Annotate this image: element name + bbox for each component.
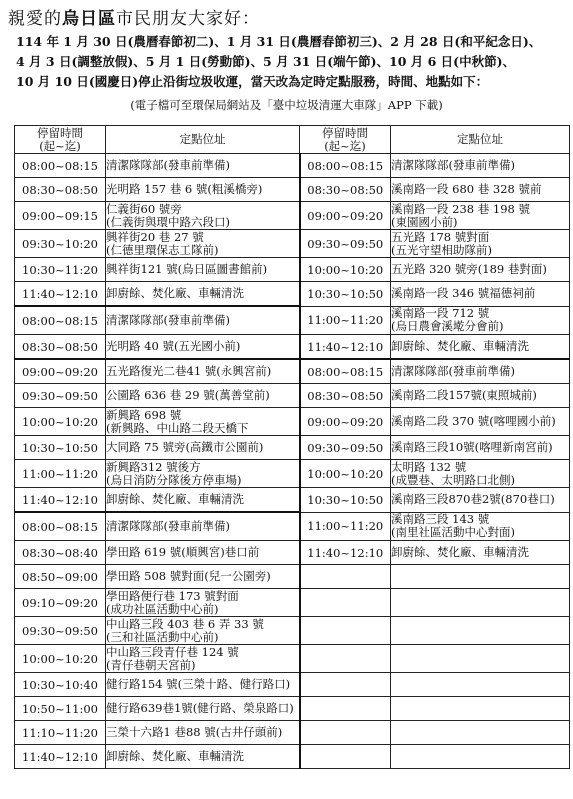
- left-time-cell: 11:40~12:10: [15, 282, 106, 307]
- left-location-cell: [106, 565, 300, 589]
- right-location-cell: [391, 282, 570, 307]
- left-time-cell: 11:00~11:20: [15, 460, 106, 488]
- left-location-cell: [106, 541, 300, 565]
- right-time-cell: 09:00~09:20: [300, 202, 391, 230]
- right-time-cell: 09:30~09:50: [300, 230, 391, 258]
- location-line: (仁義街與環中路六段口): [106, 214, 230, 229]
- right-time-cell: 10:30~10:50: [300, 488, 391, 513]
- left-time-cell: 10:00~10:20: [15, 645, 106, 673]
- left-time-cell: 10:50~11:00: [15, 697, 106, 721]
- left-time-cell: 08:30~08:50: [15, 178, 106, 202]
- right-location-cell: [391, 673, 570, 697]
- schedule-table: [14, 125, 570, 769]
- left-time-cell: 09:10~09:20: [15, 589, 106, 617]
- left-location-cell: [106, 721, 300, 745]
- right-time-cell: 09:00~09:20: [300, 408, 391, 436]
- notice-line: 114 年 1 月 30 日(農曆春節初二)、1 月 31 日(農曆春節初三)、2 月 28 日(和平紀念日)、: [16, 34, 542, 49]
- table-row: [15, 359, 570, 384]
- location-line: (烏日農會溪墘分會前): [391, 319, 504, 334]
- header-location-left: 定點位址: [106, 126, 300, 154]
- table-row: [15, 589, 570, 617]
- location-line: 溪南路三段10號(喀哩新南宮前): [391, 440, 553, 454]
- left-location-cell: [106, 408, 300, 436]
- location-line: 清潔隊隊部(發車前準備): [391, 364, 515, 378]
- location-line: 光明路 157 巷 6 號(粗溪橋旁): [106, 182, 263, 196]
- left-time-cell: 11:10~11:20: [15, 721, 106, 745]
- table-row: [15, 154, 570, 178]
- table-row: [15, 512, 570, 541]
- right-location-cell: [391, 589, 570, 617]
- right-location-cell: [391, 230, 570, 258]
- header-time-range: (起~迄): [324, 138, 366, 153]
- location-line: 卸廚餘、焚化廠、車輛清洗: [391, 545, 529, 559]
- location-line: 五光路 320 號旁(189 巷對面): [391, 262, 547, 276]
- left-time-cell: 08:30~08:40: [15, 541, 106, 565]
- right-time-cell: [300, 673, 391, 697]
- left-location-cell: [106, 589, 300, 617]
- right-time-cell: 08:00~08:15: [300, 154, 391, 178]
- right-location-cell: [391, 359, 570, 384]
- holiday-notice: [16, 32, 568, 92]
- location-line: 新興路 698 號: [106, 407, 182, 422]
- location-line: 新興路312 號後方: [106, 459, 201, 474]
- right-time-cell: [300, 745, 391, 769]
- location-line: 學田路 508 號對面(兒一公園旁): [106, 569, 271, 583]
- left-time-cell: 10:30~11:20: [15, 258, 106, 282]
- table-row: [15, 408, 570, 436]
- right-time-cell: 10:30~10:50: [300, 282, 391, 307]
- left-location-cell: [106, 384, 300, 408]
- location-line: 溪南路一段 238 巷 198 號: [391, 201, 531, 216]
- left-location-cell: [106, 488, 300, 513]
- table-row: [15, 202, 570, 230]
- notice-line: 10 月 10 日(國慶日)停止沿街垃圾收運，當天改為定時定點服務，時間、地點如下：: [16, 74, 489, 89]
- left-time-cell: 09:30~09:50: [15, 617, 106, 645]
- right-location-cell: [391, 512, 570, 541]
- location-line: 中山路三段 403 巷 6 弄 33 號: [106, 616, 264, 631]
- table-row: [15, 488, 570, 513]
- location-line: 興祥街20 巷 27 號: [106, 229, 204, 244]
- table-row: [15, 282, 570, 307]
- location-line: 太明路 132 號: [391, 459, 467, 474]
- location-line: (南里社區活動中心對面): [391, 525, 515, 540]
- notice-line: 4 月 3 日(調整放假)、5 月 1 日(勞動節)、5 月 31 日(端午節)、10 月 6 日(中秋節)、: [16, 54, 516, 69]
- greeting-district: 烏日區: [62, 9, 116, 29]
- left-location-cell: [106, 617, 300, 645]
- left-time-cell: 09:00~09:15: [15, 202, 106, 230]
- table-row: [15, 230, 570, 258]
- table-row: [15, 745, 570, 769]
- location-line: 仁義街60 號旁: [106, 201, 182, 216]
- left-location-cell: [106, 306, 300, 335]
- left-location-cell: [106, 335, 300, 360]
- location-line: 溪南路一段 346 號福德祠前: [391, 286, 536, 301]
- left-time-cell: 10:00~10:20: [15, 408, 106, 436]
- right-time-cell: 08:30~08:50: [300, 178, 391, 202]
- right-time-cell: [300, 617, 391, 645]
- header-time-label: 停留時間: [322, 125, 368, 140]
- location-line: 健行路154 號(三榮十路、健行路口): [106, 677, 291, 691]
- location-line: 五光路 178 號對面: [391, 229, 490, 244]
- location-line: (五光守望相助隊前): [391, 242, 492, 257]
- right-location-cell: [391, 154, 570, 178]
- table-row: [15, 335, 570, 360]
- right-time-cell: 09:30~09:50: [300, 436, 391, 460]
- right-time-cell: 08:30~08:50: [300, 384, 391, 408]
- right-location-cell: [391, 306, 570, 335]
- left-time-cell: 10:30~10:40: [15, 673, 106, 697]
- left-time-cell: 09:00~09:20: [15, 359, 106, 384]
- header-time-left: [15, 126, 106, 154]
- location-line: (新興路、中山路二段天橋下: [106, 420, 249, 435]
- left-time-cell: 09:30~10:20: [15, 230, 106, 258]
- right-time-cell: 11:40~12:10: [300, 541, 391, 565]
- left-time-cell: 08:00~08:15: [15, 154, 106, 178]
- right-time-cell: 10:00~10:20: [300, 258, 391, 282]
- right-location-cell: [391, 541, 570, 565]
- left-location-cell: [106, 282, 300, 307]
- left-location-cell: [106, 697, 300, 721]
- location-line: (烏日消防分隊後方停車場): [106, 472, 242, 487]
- left-location-cell: [106, 460, 300, 488]
- location-line: (三和社區活動中心前): [106, 629, 219, 644]
- right-location-cell: [391, 460, 570, 488]
- location-line: 溪南路二段157號(東照城前): [391, 388, 537, 402]
- schedule-rows: [15, 154, 570, 769]
- right-location-cell: [391, 645, 570, 673]
- location-line: 卸廚餘、焚化廠、車輛清洗: [106, 492, 244, 506]
- right-location-cell: [391, 721, 570, 745]
- left-location-cell: [106, 258, 300, 282]
- left-location-cell: [106, 512, 300, 541]
- table-row: [15, 565, 570, 589]
- right-location-cell: [391, 408, 570, 436]
- right-time-cell: [300, 589, 391, 617]
- right-location-cell: [391, 436, 570, 460]
- left-location-cell: [106, 202, 300, 230]
- location-line: 興祥街121 號(烏日區圖書館前): [106, 262, 268, 276]
- left-location-cell: [106, 359, 300, 384]
- left-time-cell: 11:40~12:10: [15, 488, 106, 513]
- download-note: (電子檔可至環保局網站及「臺中垃圾清運大車隊」APP 下載): [130, 98, 443, 112]
- left-location-cell: [106, 745, 300, 769]
- table-row: [15, 384, 570, 408]
- header-time-label: 停留時間: [37, 125, 83, 140]
- location-line: 學田路 619 號(順興宮)巷口前: [106, 545, 260, 559]
- location-line: (仁德里環保志工隊前): [106, 242, 219, 257]
- location-line: 健行路639巷1號(健行路、榮泉路口): [106, 701, 294, 715]
- right-time-cell: 11:00~11:20: [300, 512, 391, 541]
- right-time-cell: [300, 645, 391, 673]
- table-row: [15, 460, 570, 488]
- location-line: (成豐巷、太明路口北側): [391, 472, 515, 487]
- left-time-cell: 08:00~08:15: [15, 512, 106, 541]
- right-location-cell: [391, 202, 570, 230]
- location-line: 三榮十六路1 巷88 號(古井仔頭前): [106, 725, 283, 739]
- left-location-cell: [106, 178, 300, 202]
- table-row: [15, 436, 570, 460]
- left-time-cell: 08:50~09:00: [15, 565, 106, 589]
- location-line: 中山路三段青仔巷 124 號: [106, 644, 239, 659]
- location-line: 溪南路一段 680 巷 328 號前: [391, 182, 542, 196]
- right-time-cell: 11:40~12:10: [300, 335, 391, 360]
- right-location-cell: [391, 258, 570, 282]
- greeting-prefix: 親愛的: [8, 9, 62, 29]
- left-time-cell: 08:30~08:50: [15, 335, 106, 360]
- table-row: [15, 721, 570, 745]
- right-location-cell: [391, 488, 570, 513]
- left-time-cell: 08:00~08:15: [15, 306, 106, 335]
- table-row: [15, 178, 570, 202]
- location-line: 溪南路二段 370 號(喀哩國小前): [391, 414, 556, 428]
- right-time-cell: [300, 565, 391, 589]
- greeting-suffix: 市民朋友大家好：: [116, 9, 260, 29]
- location-line: 公園路 636 巷 29 號(萬善堂前): [106, 388, 270, 402]
- location-line: 清潔隊隊部(發車前準備): [106, 313, 230, 327]
- table-row: [15, 697, 570, 721]
- greeting: [8, 4, 260, 29]
- right-location-cell: [391, 745, 570, 769]
- right-time-cell: 11:00~11:20: [300, 306, 391, 335]
- right-location-cell: [391, 335, 570, 360]
- right-time-cell: [300, 697, 391, 721]
- left-location-cell: [106, 645, 300, 673]
- right-time-cell: 08:00~08:15: [300, 359, 391, 384]
- header-location-right: 定點位址: [391, 126, 570, 154]
- left-location-cell: [106, 230, 300, 258]
- left-time-cell: 11:40~12:10: [15, 745, 106, 769]
- table-row: [15, 541, 570, 565]
- left-location-cell: [106, 154, 300, 178]
- right-time-cell: [300, 721, 391, 745]
- location-line: 溪南路一段 712 號: [391, 306, 490, 321]
- left-location-cell: [106, 673, 300, 697]
- table-row: [15, 306, 570, 335]
- table-row: [15, 673, 570, 697]
- location-line: 卸廚餘、焚化廠、車輛清洗: [391, 339, 529, 353]
- location-line: 清潔隊隊部(發車前準備): [106, 158, 230, 172]
- location-line: 五光路復光二巷41 號(永興宮前): [106, 364, 272, 378]
- location-line: 溪南路三段 143 號: [391, 512, 490, 527]
- table-row: [15, 258, 570, 282]
- location-line: 大同路 75 號旁(高鐵市公園前): [106, 440, 264, 454]
- header-time-range: (起~迄): [39, 138, 81, 153]
- location-line: 光明路 40 號(五光國小前): [106, 339, 241, 353]
- location-line: 溪南路三段870巷2號(870巷口): [391, 492, 555, 507]
- header-time-right: [300, 126, 391, 154]
- right-location-cell: [391, 617, 570, 645]
- location-line: 學田路便行巷 173 號對面: [106, 588, 239, 603]
- right-location-cell: [391, 697, 570, 721]
- right-location-cell: [391, 565, 570, 589]
- location-line: 卸廚餘、焚化廠、車輛清洗: [106, 749, 244, 763]
- location-line: (東園國小前): [391, 214, 458, 229]
- location-line: (青仔巷朝天宮前): [106, 657, 196, 672]
- location-line: 清潔隊隊部(發車前準備): [391, 158, 515, 172]
- location-line: (成功社區活動中心前): [106, 601, 219, 616]
- location-line: 清潔隊隊部(發車前準備): [106, 519, 230, 533]
- right-time-cell: 10:00~10:20: [300, 460, 391, 488]
- location-line: 卸廚餘、焚化廠、車輛清洗: [106, 286, 244, 300]
- left-time-cell: 09:30~09:50: [15, 384, 106, 408]
- table-row: [15, 645, 570, 673]
- left-location-cell: [106, 436, 300, 460]
- left-time-cell: 10:30~10:50: [15, 436, 106, 460]
- table-row: [15, 617, 570, 645]
- right-location-cell: [391, 384, 570, 408]
- right-location-cell: [391, 178, 570, 202]
